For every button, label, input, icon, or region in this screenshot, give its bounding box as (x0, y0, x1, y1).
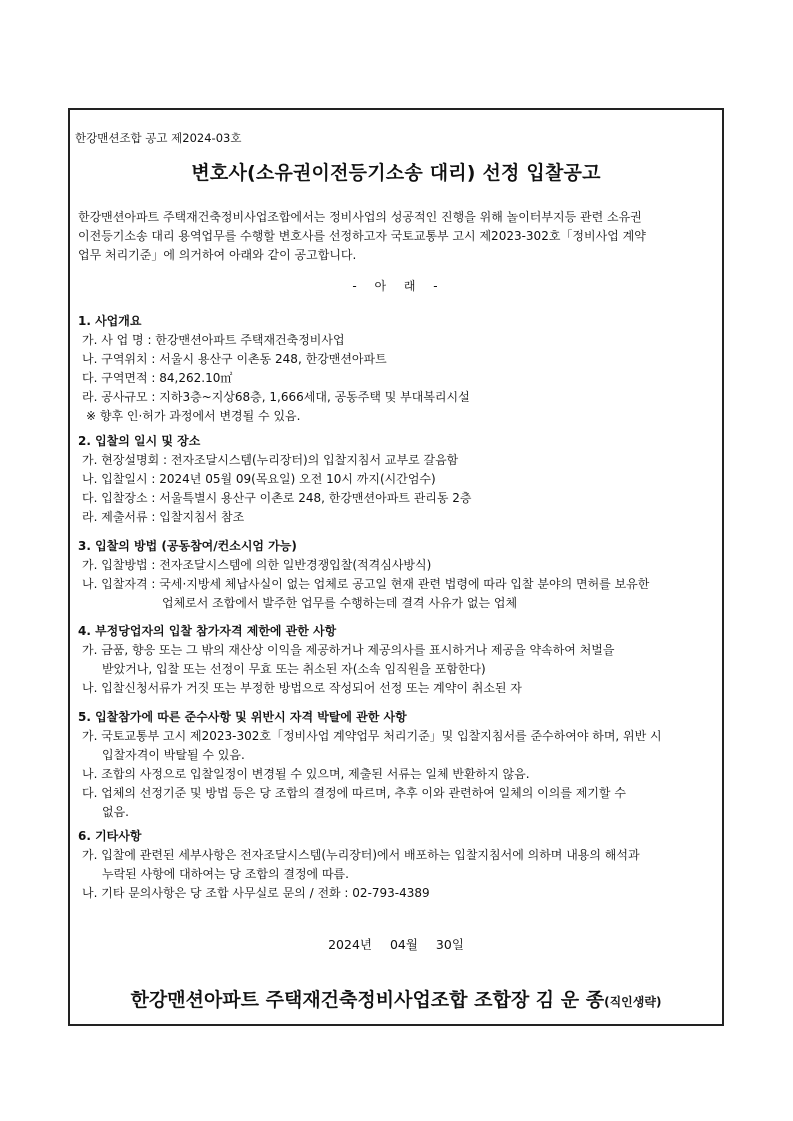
intro-line: 업무 처리기준」에 의거하여 아래와 같이 공고합니다. (78, 248, 357, 262)
section-item-continuation: 없음. (102, 805, 129, 819)
section-heading: 6. 기타사항 (78, 829, 142, 843)
section-item: 나. 조합의 사정으로 입찰일정이 변경될 수 있으며, 제출된 서류는 일체 반환하지 않음. (82, 767, 530, 781)
section-item-continuation: 누락된 사항에 대하여는 당 조합의 결정에 따름. (102, 867, 349, 881)
section-item: 나. 입찰자격 : 국세·지방세 체납사실이 없는 업체로 공고일 현재 관련 법령에 따라 입찰 분야의 면허를 보유한 (82, 577, 650, 591)
section-item: 가. 사 업 명 : 한강맨션아파트 주택재건축정비사업 (82, 333, 345, 347)
signature-text: 한강맨션아파트 주택재건축정비사업조합 조합장 김 운 종 (130, 989, 605, 1011)
section-item: 라. 공사규모 : 지하3층~지상68층, 1,666세대, 공동주택 및 부대복리시설 (82, 390, 470, 404)
section-item-continuation: 업체로서 조합에서 발주한 업무를 수행하는데 결격 사유가 없는 업체 (162, 596, 518, 610)
intro-line: 이전등기소송 대리 용역업무를 수행할 변호사를 선정하고자 국토교통부 고시 제2023-302호「정비사업 계약 (78, 229, 646, 243)
below-heading: - 아 래 - (352, 279, 440, 293)
intro-paragraph (78, 208, 724, 265)
section-compliance (78, 707, 718, 822)
notice-date: 2024년 04월 30일 (328, 937, 464, 952)
section-item-continuation: 입찰자격이 박탈될 수 있음. (102, 748, 245, 762)
section-bid-method (78, 536, 718, 613)
section-item: 나. 입찰일시 : 2024년 05월 09(목요일) 오전 10시 까지(시간엄수) (82, 472, 436, 486)
section-disqualification (78, 621, 718, 698)
section-item: 가. 현장설명회 : 전자조달시스템(누리장터)의 입찰지침서 교부로 갈음함 (82, 453, 459, 467)
section-heading: 1. 사업개요 (78, 314, 142, 328)
section-item-continuation: 받았거나, 입찰 또는 선정이 무효 또는 취소된 자(소속 임직원을 포함한다) (102, 662, 486, 676)
section-item: 나. 기타 문의사항은 당 조합 사무실로 문의 / 전화 : 02-793-4389 (82, 886, 430, 900)
document-title: 변호사(소유권이전등기소송 대리) 선정 입찰공고 (191, 162, 601, 184)
section-item: 다. 구역면적 : 84,262.10㎡ (82, 371, 233, 385)
section-item: 나. 입찰신청서류가 거짓 또는 부정한 방법으로 작성되어 선정 또는 계약이 취소된 자 (82, 681, 522, 695)
seal-omitted-note: (직인생략) (604, 995, 662, 1009)
section-item: 라. 제출서류 : 입찰지침서 참조 (82, 510, 245, 524)
section-item: 나. 구역위치 : 서울시 용산구 이촌동 248, 한강맨션아파트 (82, 352, 387, 366)
section-heading: 5. 입찰참가에 따른 준수사항 및 위반시 자격 박탈에 관한 사항 (78, 710, 407, 724)
section-other (78, 826, 718, 903)
notice-number: 한강맨션조합 공고 제2024-03호 (75, 131, 242, 145)
section-heading: 4. 부정당업자의 입찰 참가자격 제한에 관한 사항 (78, 624, 337, 638)
signature-line (68, 985, 724, 1012)
section-item: 가. 금품, 향응 또는 그 밖의 재산상 이익을 제공하거나 제공의사를 표시하거나 제공을 약속하여 처벌을 (82, 643, 615, 657)
section-bid-schedule (78, 431, 718, 527)
section-item: 다. 업체의 선정기준 및 방법 등은 당 조합의 결정에 따르며, 추후 이와 관련하여 일체의 이의를 제기할 수 (82, 786, 626, 800)
section-item: 가. 입찰방법 : 전자조달시스템에 의한 일반경쟁입찰(적격심사방식) (82, 558, 432, 572)
section-heading: 2. 입찰의 일시 및 장소 (78, 434, 201, 448)
section-item: 다. 입찰장소 : 서울특별시 용산구 이촌로 248, 한강맨션아파트 관리동 2층 (82, 491, 472, 505)
section-item: 가. 입찰에 관련된 세부사항은 전자조달시스템(누리장터)에서 배포하는 입찰지침서에 의하며 내용의 해석과 (82, 848, 640, 862)
section-item: 가. 국토교통부 고시 제2023-302호「정비사업 계약업무 처리기준」및 입찰지침서를 준수하여야 하며, 위반 시 (82, 729, 662, 743)
intro-line: 한강맨션아파트 주택재건축정비사업조합에서는 정비사업의 성공적인 진행을 위해 놀이터부지등 관련 소유권 (78, 210, 642, 224)
section-note: ※ 향후 인·허가 과정에서 변경될 수 있음. (86, 409, 301, 423)
section-heading: 3. 입찰의 방법 (공동참여/컨소시엄 가능) (78, 539, 297, 553)
section-business-overview (78, 311, 718, 426)
